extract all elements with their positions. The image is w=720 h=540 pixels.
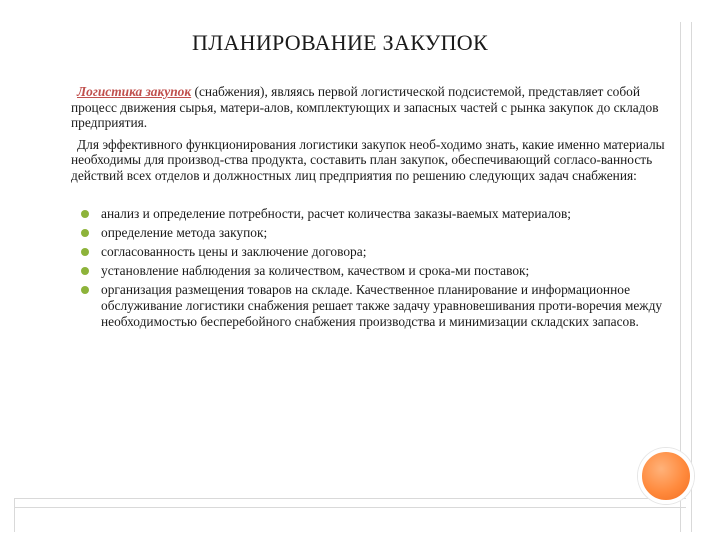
paragraph-2-text: Для эффективного функционирования логистики закупок необ-ходимо знать, какие именно материалы необходимы для производ-ства продукта, составить план закупок, обеспечивающий согласо-ванность действий всех отделов и должностных лиц предприятия по решению следующих задач снабжения: — [71, 136, 665, 183]
list-item: согласованность цены и заключение договора; — [71, 244, 671, 260]
left-border-decoration — [14, 498, 15, 532]
bullet-icon — [81, 267, 89, 275]
list-item: определение метода закупок; — [71, 225, 671, 241]
bullet-icon — [81, 229, 89, 237]
bullet-icon — [81, 248, 89, 256]
list-item: анализ и определение потребности, расчет количества заказы-ваемых материалов; — [71, 206, 671, 222]
slide-content — [71, 84, 671, 333]
slide-title: ПЛАНИРОВАНИЕ ЗАКУПОК — [192, 30, 488, 55]
bullet-icon — [81, 210, 89, 218]
list-item: установление наблюдения за количеством, качеством и срока-ми поставок; — [71, 263, 671, 279]
bottom-border-decoration — [14, 498, 686, 508]
bullet-icon — [81, 286, 89, 294]
paragraph-1-text: (снабжения), являясь первой логистической подсистемой, представляет собой процесс движения сырья, матери-алов, комплектующих и запасных частей с рынка закупок до складов предприятия. — [71, 84, 659, 131]
paragraph-requirements — [71, 137, 671, 184]
orange-circle-decoration — [638, 448, 694, 504]
paragraph-logistics-definition — [71, 84, 671, 131]
task-list — [71, 206, 671, 330]
list-item: организация размещения товаров на складе. Качественное планирование и информационное обслуживание логистики снабжения решает также задачу уравновешивания проти-воречия между необходимостью бесперебойного снабжения производства и минимизации складских запасов. — [71, 282, 671, 329]
term-logistics-of-purchases: Логистика закупок — [77, 84, 192, 99]
